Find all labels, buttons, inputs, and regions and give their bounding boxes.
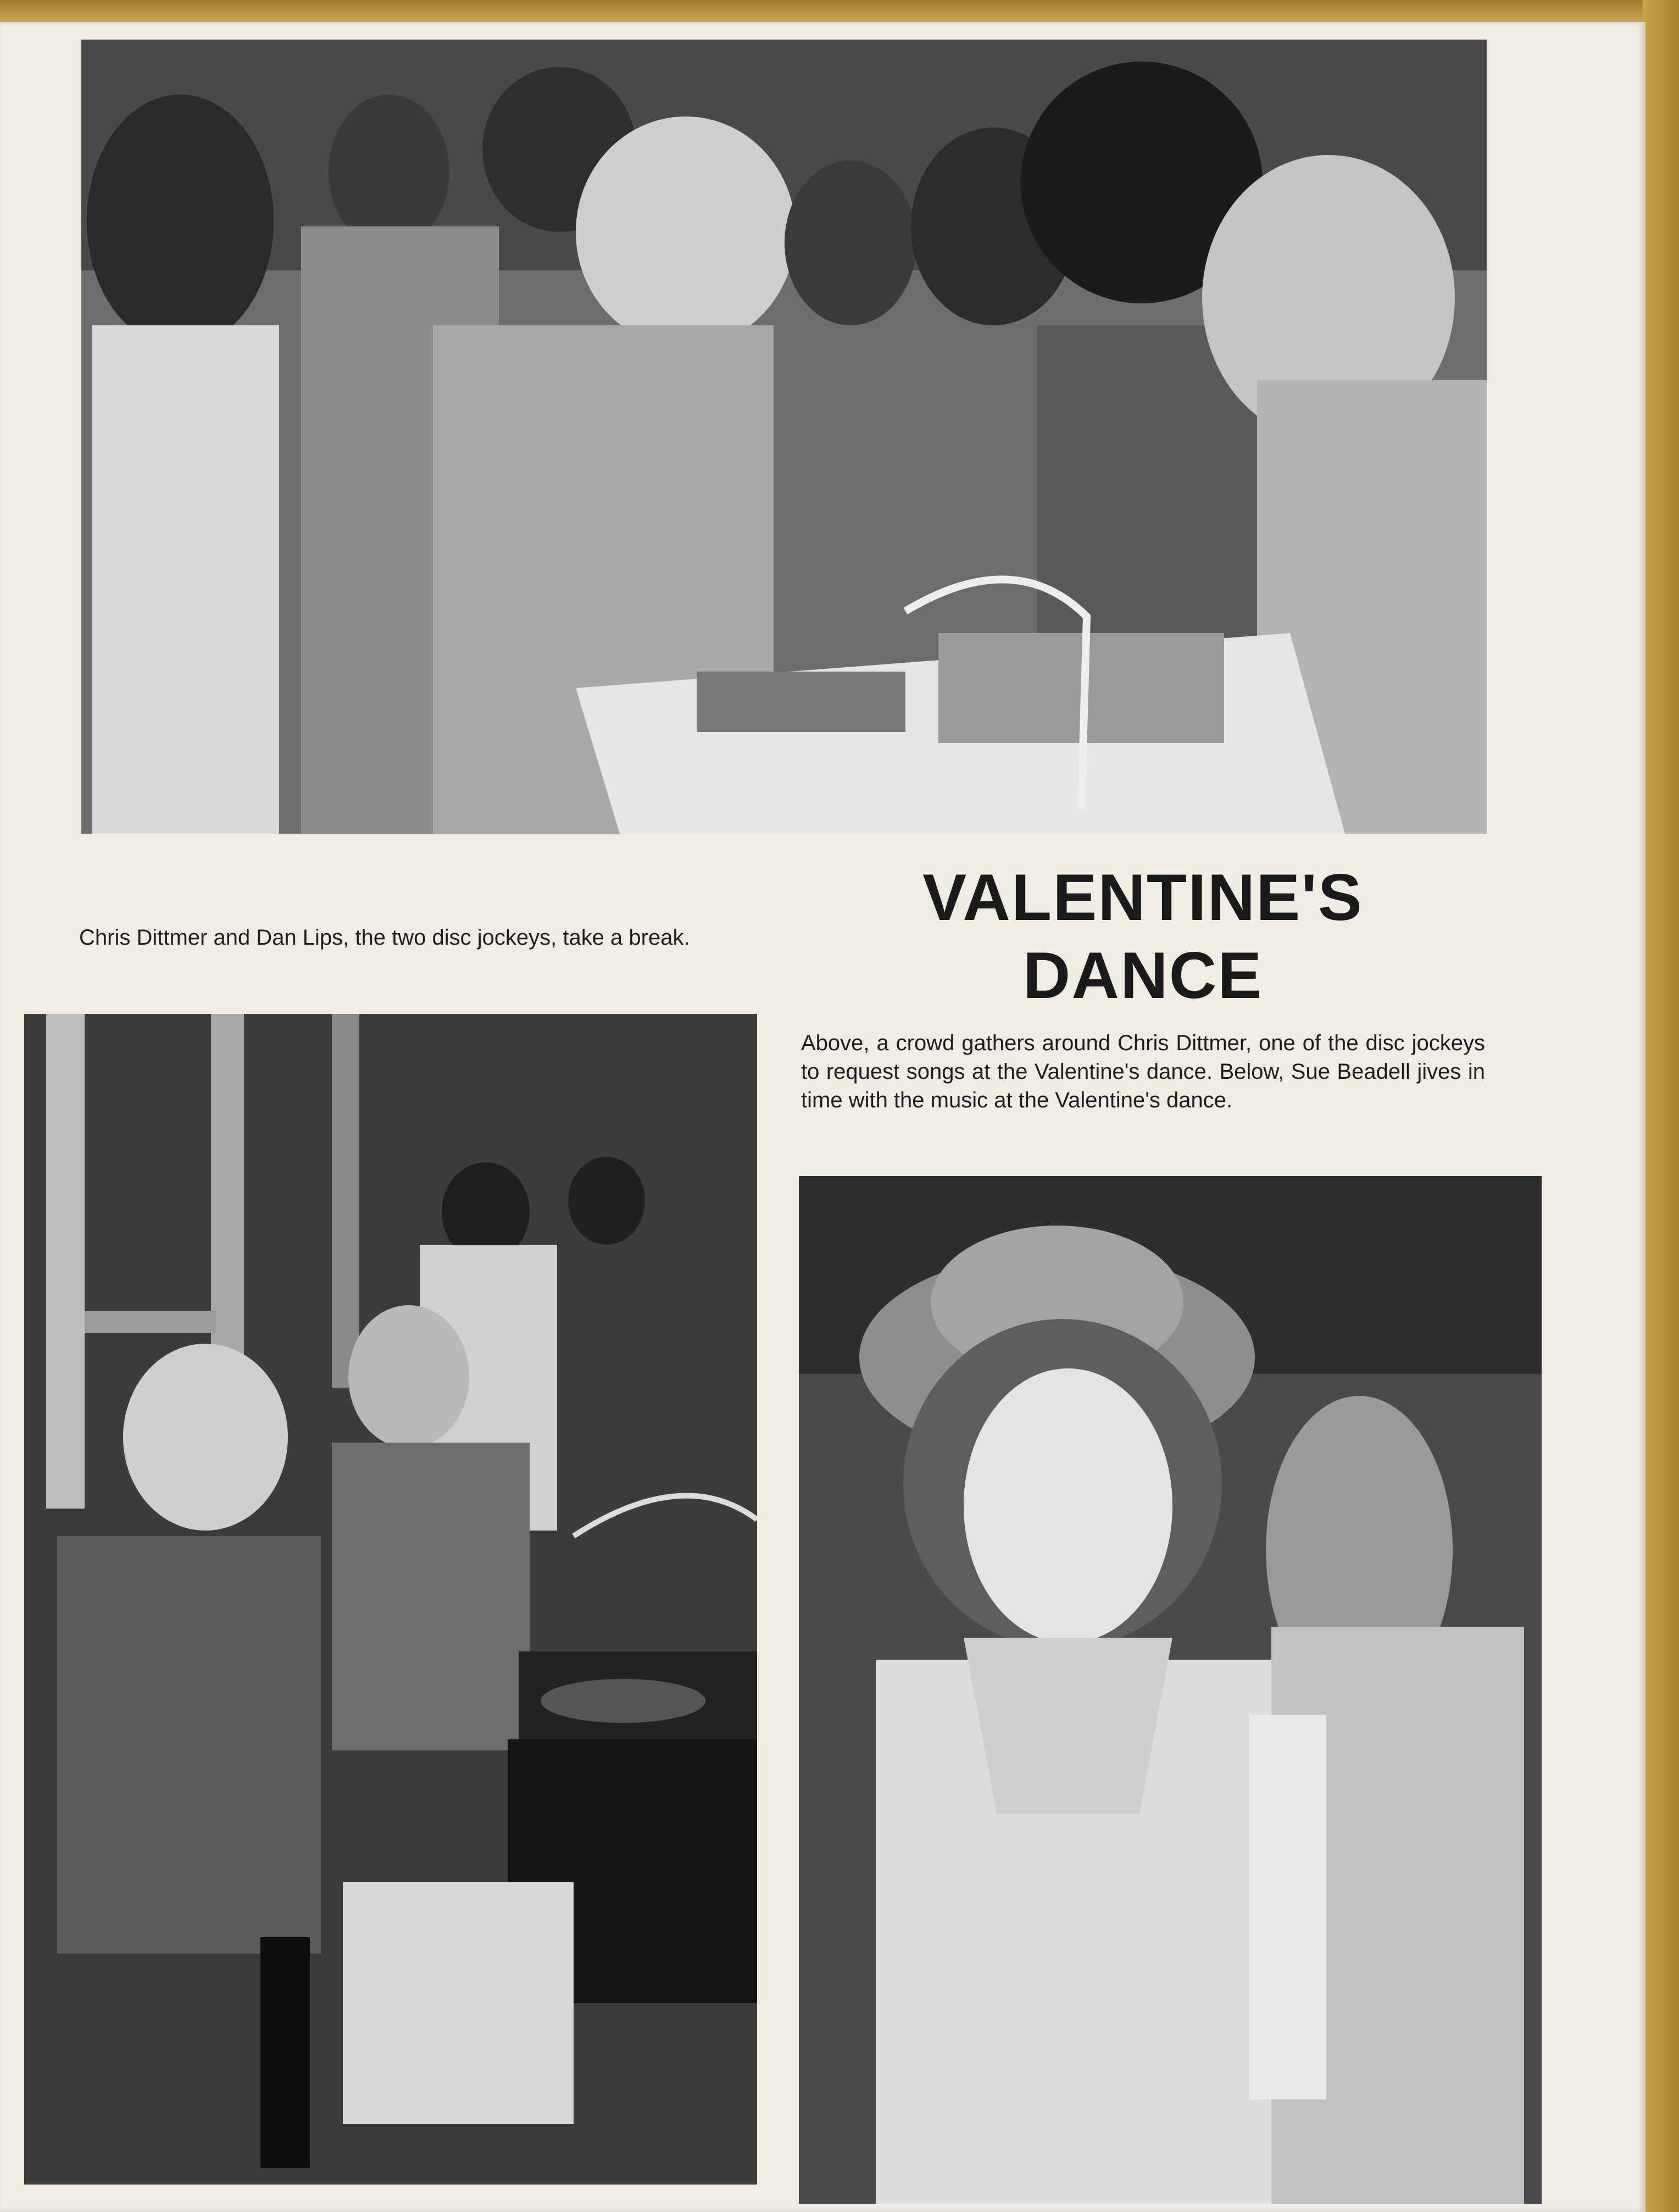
photo-disc-jockeys bbox=[24, 1014, 757, 2185]
caption-crowd-and-dancer: Above, a crowd gathers around Chris Dittmer, one of the disc jockeys to request songs at the Valentine's dance. Below, Sue Beadell jives in time with the music at the Valentine's dance. bbox=[801, 1031, 1485, 1112]
title-line-1: VALENTINE'S bbox=[922, 861, 1363, 934]
photo-crowd-dj-table bbox=[81, 40, 1487, 834]
photo-girl-cowboy-hat bbox=[799, 1176, 1542, 2204]
page-title bbox=[797, 858, 1489, 1014]
title-line-2: DANCE bbox=[1022, 939, 1263, 1012]
caption-disc-jockeys: Chris Dittmer and Dan Lips, the two disc jockeys, take a break. bbox=[79, 925, 690, 950]
book-cover-edge bbox=[1643, 0, 1679, 2212]
page-edge bbox=[0, 0, 1679, 22]
